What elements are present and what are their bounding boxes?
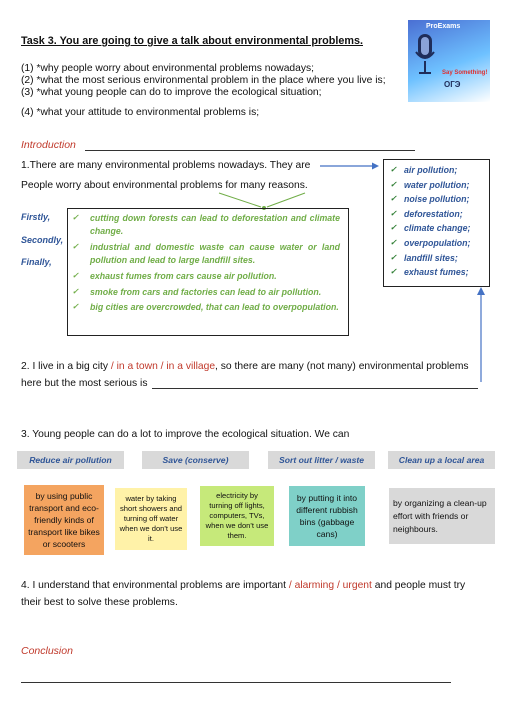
action-save-conserve: Save (conserve) [142, 451, 249, 469]
reason-item [68, 301, 340, 314]
card-sort-litter: by putting it into different rubbish bins (gabbage cans) [289, 486, 365, 546]
check-icon: ✓ [390, 179, 397, 189]
card-clean-up: by organizing a clean-up effort with friends or neighbours. [389, 488, 495, 544]
reason-text: smoke from cars and factories can lead to air pollution. [90, 286, 322, 297]
problem-item [384, 251, 489, 266]
section2-options: / in a town / in a village [110, 361, 216, 372]
conclusion-heading: Conclusion [21, 645, 73, 657]
check-icon: ✓ [390, 208, 397, 218]
reason-item [68, 241, 340, 266]
section3-line: 3. Young people can do a lot to improve the ecological situation. We can [21, 429, 350, 440]
problem-item [384, 192, 489, 207]
check-icon: ✓ [72, 271, 79, 280]
logo-brand: ProExams [426, 23, 461, 30]
answer-blank-line [152, 388, 478, 389]
task-point-2: (2) *what the most serious environmental problem in the place where you live is; [21, 75, 386, 86]
reason-text: exhaust fumes from cars cause air pollution. [90, 271, 277, 281]
card-save-electricity: electricity by turning off lights, computers, TVs, when we don't use them. [200, 486, 274, 546]
logo-exam: ОГЭ [444, 80, 461, 89]
section4-text-a: 4. I understand that environmental problems are important [21, 580, 287, 591]
connector-firstly: Firstly, [21, 212, 51, 222]
microphone-icon [408, 20, 490, 102]
problem-text: climate change; [404, 223, 471, 234]
check-icon: ✓ [72, 213, 79, 222]
reason-text: cutting down forests can lead to deforestation and climate change. [90, 213, 340, 236]
check-icon: ✓ [390, 223, 397, 233]
check-icon: ✓ [390, 252, 397, 262]
arrow-right-icon [318, 161, 380, 171]
task-title: Task 3. You are going to give a talk about environmental problems. [21, 35, 363, 47]
problem-item [384, 178, 489, 193]
check-icon: ✓ [390, 267, 397, 277]
section4-text-c: and people must try [374, 580, 466, 591]
card-reduce-air-pollution: by using public transport and eco-friendly kinds of transport like bikes or scooters [24, 485, 104, 555]
problem-text: air pollution; [404, 165, 458, 175]
section4-line-2: their best to solve these problems. [21, 597, 178, 608]
task-point-1: (1) *why people worry about environmental problems nowadays; [21, 63, 315, 74]
check-icon: ✓ [390, 237, 397, 247]
reason-item [68, 286, 340, 299]
section2-line-2: here but the most serious is [21, 378, 148, 389]
problem-text: overpopulation; [404, 237, 471, 248]
check-icon: ✓ [390, 165, 397, 174]
problems-list [383, 159, 490, 287]
check-icon: ✓ [72, 242, 79, 251]
intro-line-1: 1.There are many environmental problems nowadays. They are [21, 160, 311, 171]
problem-text: noise pollution; [404, 194, 470, 205]
intro-line-2: People worry about environmental problems for many reasons. [21, 180, 308, 191]
problem-text: landfill sites; [404, 252, 458, 263]
problem-text: water pollution; [404, 179, 470, 190]
card-save-water: water by taking short showers and turning off water when we don't use it. [115, 488, 187, 550]
action-sort-out-litter: Sort out litter / waste [268, 451, 375, 469]
introduction-blank-line [85, 150, 415, 151]
task-point-3: (3) *what young people can do to improve the ecological situation; [21, 87, 322, 98]
problem-item [384, 221, 489, 236]
check-icon: ✓ [72, 302, 79, 311]
section2-line-1 [21, 360, 469, 373]
logo-tagline: Say Something! [442, 70, 488, 76]
action-reduce-air-pollution: Reduce air pollution [17, 451, 124, 469]
section2-text-a: 2. I live in a big city [21, 361, 108, 372]
action-clean-up-area: Clean up a local area [388, 451, 495, 469]
connector-secondly: Secondly, [21, 235, 64, 245]
problem-item [384, 163, 489, 178]
reason-text: big cities are overcrowded, that can lead to overpopulation. [90, 302, 339, 312]
connector-finally: Finally, [21, 257, 52, 267]
task-point-4: (4) *what your attitude to environmental problems is; [21, 107, 260, 118]
problem-item [384, 207, 489, 222]
problem-item [384, 236, 489, 251]
arrow-up-icon [475, 287, 487, 383]
reason-item [68, 212, 340, 237]
section4-line-1 [21, 579, 465, 592]
reason-text: industrial and domestic waste can cause water or land pollution and lead to large landfill sites. [90, 242, 340, 265]
section4-options: / alarming / urgent [288, 580, 372, 591]
problem-item [384, 265, 489, 280]
conclusion-blank-line [21, 682, 451, 683]
section2-text-c: , so there are many (not many) environmental problems [215, 361, 469, 372]
problem-text: deforestation; [404, 208, 463, 219]
reasons-box [67, 208, 349, 336]
problem-text: exhaust fumes; [404, 267, 469, 278]
check-icon: ✓ [72, 286, 79, 296]
check-icon: ✓ [390, 194, 397, 204]
proexams-logo [408, 20, 490, 102]
reason-item [68, 270, 340, 283]
introduction-heading: Introduction [21, 139, 76, 151]
